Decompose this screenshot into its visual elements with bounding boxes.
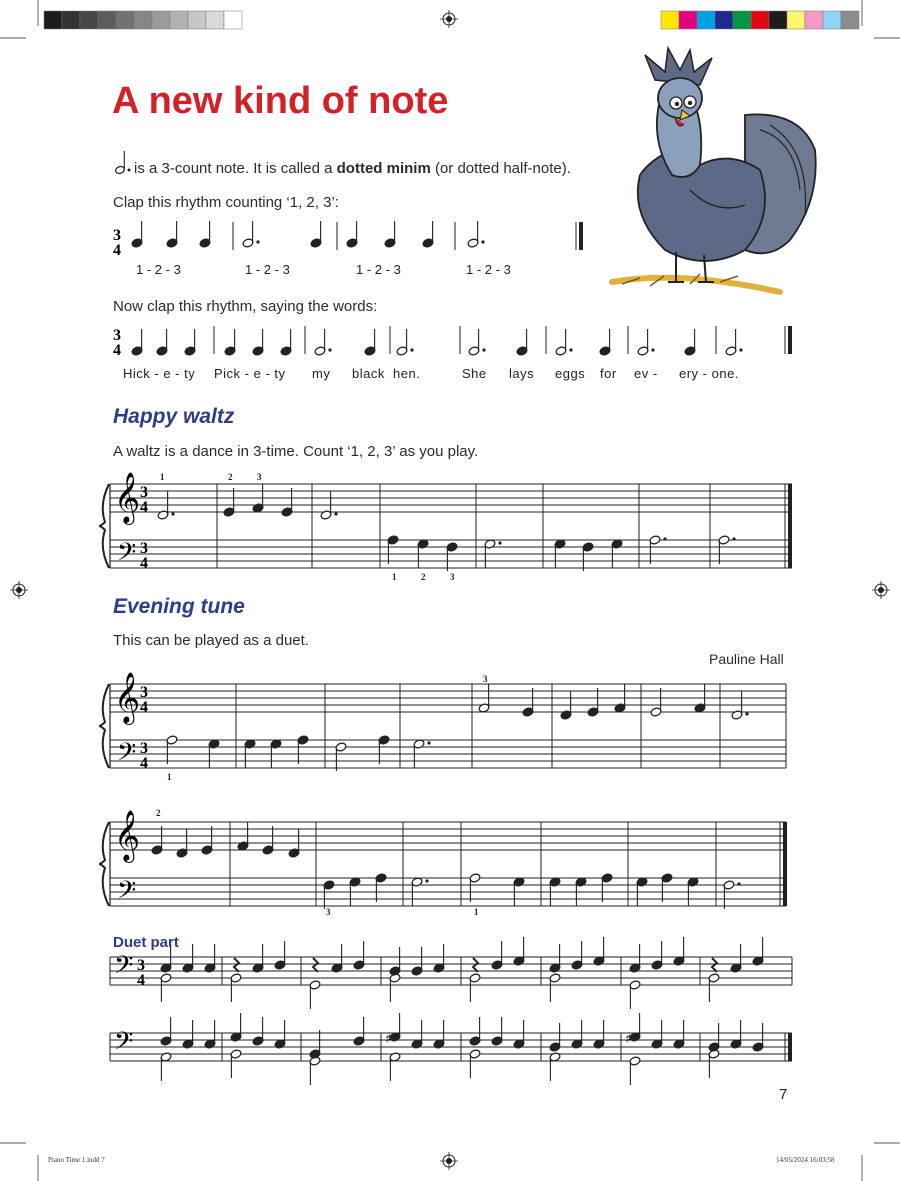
augmentation-dot: [328, 348, 331, 351]
gray-swatch: [44, 11, 62, 29]
gray-swatch: [224, 11, 242, 29]
gray-swatch: [170, 11, 188, 29]
bass-clef: 𝄢: [117, 738, 137, 773]
page-number: 7: [779, 1086, 788, 1103]
augmentation-dot: [732, 537, 735, 540]
dotted-minim-description: is a 3-count note. It is called a dotted minim (or dotted half-note).: [134, 160, 571, 177]
time-signature-bottom: 4: [113, 242, 121, 259]
color-swatch: [787, 11, 805, 29]
time-signature-bottom: 4: [137, 972, 145, 989]
fingering-number: 2: [228, 472, 233, 482]
gray-swatch: [116, 11, 134, 29]
time-signature-top: 3: [140, 740, 148, 757]
quarter-rest: [234, 958, 239, 972]
hen-pupil: [688, 101, 692, 105]
color-swatch: [769, 11, 787, 29]
evening-tune-title: Evening tune: [113, 595, 245, 618]
lyric-word: my: [312, 366, 331, 381]
color-swatch: [805, 11, 823, 29]
lyric-word: ery - one.: [679, 366, 739, 381]
time-signature-top: 3: [140, 684, 148, 701]
happy-waltz-description: A waltz is a dance in 3-time. Count ‘1, 2, 3’ as you play.: [113, 443, 479, 460]
lyric-word: hen.: [393, 366, 421, 381]
gray-swatch: [206, 11, 224, 29]
composer-credit: Pauline Hall: [709, 651, 784, 667]
bass-clef: 𝄢: [114, 951, 134, 986]
treble-clef: 𝄞: [114, 672, 141, 723]
lyric-word: She: [462, 366, 487, 381]
gray-swatch: [80, 11, 98, 29]
sharp-sign: ♯: [625, 1032, 632, 1047]
happy-waltz-title: Happy waltz: [113, 405, 235, 428]
augmentation-dot: [334, 512, 337, 515]
final-barline: [579, 222, 583, 250]
augmentation-dot: [171, 512, 174, 515]
gray-swatch: [152, 11, 170, 29]
color-swatch: [697, 11, 715, 29]
augmentation-dot: [410, 348, 413, 351]
treble-clef: 𝄞: [114, 810, 141, 861]
time-signature-bottom: 4: [140, 755, 148, 772]
quarter-rest: [313, 958, 318, 972]
clap-instruction-1: Clap this rhythm counting ‘1, 2, 3’:: [113, 194, 339, 211]
gray-swatch: [98, 11, 116, 29]
time-signature-top: 3: [140, 484, 148, 501]
gray-swatch: [188, 11, 206, 29]
hen-body: [638, 147, 765, 261]
augmentation-dot: [498, 541, 501, 544]
fingering-number: 3: [483, 674, 488, 684]
count-label: 1 - 2 - 3: [466, 262, 511, 277]
augmentation-dot: [256, 240, 259, 243]
quarter-rest: [712, 958, 717, 972]
color-swatch: [823, 11, 841, 29]
augmentation-dot: [425, 879, 428, 882]
clap-instruction-2: Now clap this rhythm, saying the words:: [113, 298, 378, 315]
color-swatch: [841, 11, 859, 29]
duet-part-title: Duet part: [113, 934, 179, 951]
time-signature-top: 3: [137, 957, 145, 974]
time-signature-bottom: 4: [113, 342, 121, 359]
count-label: 1 - 2 - 3: [356, 262, 401, 277]
augmentation-dot: [427, 741, 430, 744]
treble-clef: 𝄞: [114, 472, 141, 523]
lyric-word: black: [352, 366, 385, 381]
augmentation-dot: [737, 882, 740, 885]
gray-swatch: [62, 11, 80, 29]
hen-ground: [612, 278, 780, 292]
bass-clef: 𝄢: [114, 1027, 134, 1062]
bass-clef: 𝄢: [117, 876, 137, 911]
count-label: 1 - 2 - 3: [136, 262, 181, 277]
augmentation-dot: [569, 348, 572, 351]
grand-staff-brace: [99, 822, 109, 906]
grand-staff-brace: [99, 484, 109, 568]
augmentation-dot: [745, 712, 748, 715]
lyric-word: ev -: [634, 366, 658, 381]
fingering-number: 2: [156, 808, 161, 818]
fingering-number: 1: [474, 907, 479, 917]
gray-swatch: [134, 11, 152, 29]
fingering-number: 2: [421, 572, 426, 582]
color-swatch: [733, 11, 751, 29]
augmentation-dot: [663, 537, 666, 540]
fingering-number: 3: [450, 572, 455, 582]
fingering-number: 3: [326, 907, 331, 917]
lyric-word: Pick - e - ty: [214, 366, 286, 381]
count-label: 1 - 2 - 3: [245, 262, 290, 277]
augmentation-dot: [739, 348, 742, 351]
time-signature-bottom: 4: [140, 699, 148, 716]
lyric-word: eggs: [555, 366, 586, 381]
augmentation-dot: [482, 348, 485, 351]
fingering-number: 1: [392, 572, 397, 582]
color-swatch: [751, 11, 769, 29]
fingering-number: 1: [167, 772, 172, 782]
quarter-rest: [473, 958, 478, 972]
hen-illustration: [612, 48, 816, 292]
final-barline: [783, 822, 787, 906]
final-barline: [788, 484, 792, 568]
time-signature-top: 3: [113, 327, 121, 344]
time-signature-top: 3: [113, 227, 121, 244]
evening-tune-description: This can be played as a duet.: [113, 632, 309, 649]
color-swatch: [715, 11, 733, 29]
date-slug: 14/05/2024 16:03:58: [776, 1156, 835, 1164]
grand-staff-brace: [99, 684, 109, 768]
hen-pupil: [675, 102, 679, 106]
time-signature-bottom: 4: [140, 499, 148, 516]
fingering-number: 3: [257, 472, 262, 482]
color-swatch: [679, 11, 697, 29]
sharp-sign: ♯: [385, 1032, 392, 1047]
time-signature-top: 3: [140, 540, 148, 557]
augmentation-dot: [651, 348, 654, 351]
file-slug: Piano Time 1.indd 7: [48, 1156, 105, 1164]
lyric-word: Hick - e - ty: [123, 366, 196, 381]
final-barline: [788, 1033, 792, 1061]
fingering-number: 1: [160, 472, 165, 482]
bass-clef: 𝄢: [117, 538, 137, 573]
color-swatch: [661, 11, 679, 29]
augmentation-dot: [128, 169, 131, 172]
final-barline: [788, 326, 792, 354]
page-title: A new kind of note: [112, 80, 449, 122]
lyric-word: for: [600, 366, 617, 381]
time-signature-bottom: 4: [140, 555, 148, 572]
augmentation-dot: [481, 240, 484, 243]
lyric-word: lays: [509, 366, 535, 381]
